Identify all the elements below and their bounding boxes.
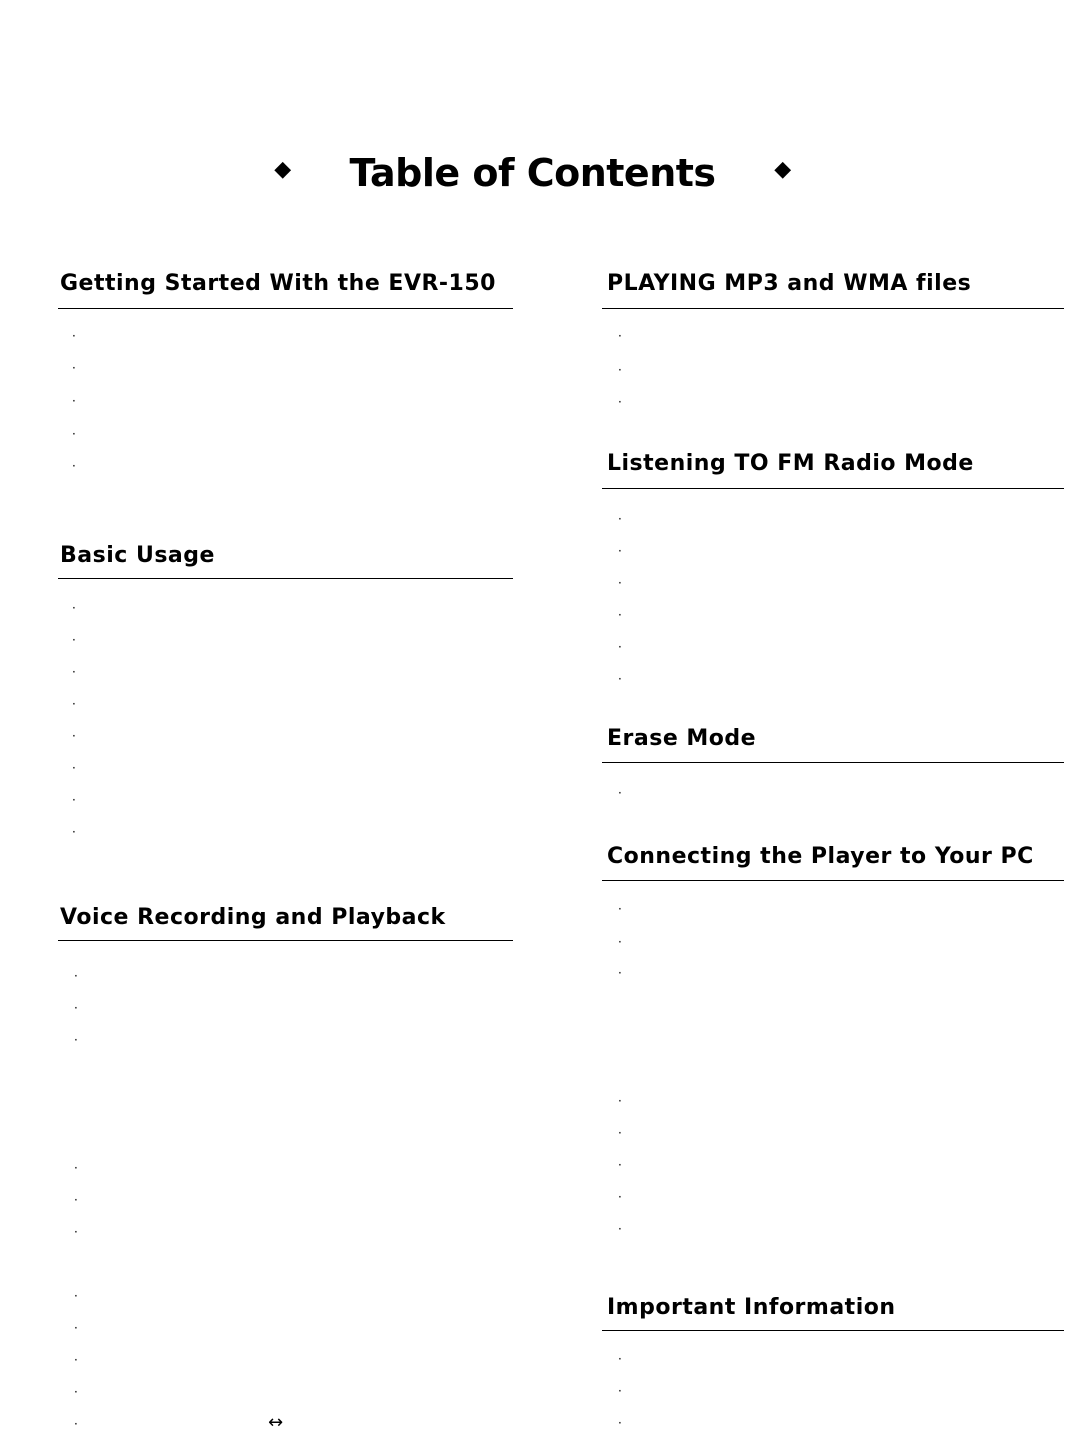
toc-bullet: ·: [618, 1158, 622, 1172]
section-heading-erase-mode: Erase Mode: [607, 726, 757, 751]
toc-bullet: ·: [72, 665, 76, 679]
toc-dot-leader: [945, 607, 1038, 623]
toc-bullet: ·: [618, 608, 622, 622]
toc-bullet: ·: [618, 902, 622, 916]
toc-bullet: ·: [618, 1190, 622, 1204]
toc-dot-leader: [383, 1320, 440, 1336]
toc-dot-leader: [320, 328, 446, 344]
toc-dot-leader: [820, 1351, 1035, 1367]
toc-bullet: ·: [72, 427, 76, 441]
toc-dot-leader: [974, 671, 1038, 687]
toc-bullet: ·: [74, 1225, 78, 1239]
toc-bullet: ·: [74, 1289, 78, 1303]
toc-dot-leader: [227, 632, 442, 648]
toc-dot-leader: [233, 393, 446, 409]
toc-bullet: ·: [72, 459, 76, 473]
toc-dot-leader: [793, 1383, 1035, 1399]
toc-bullet: ·: [618, 935, 622, 949]
toc-dot-leader: [904, 394, 1038, 410]
toc-dot-leader: [860, 1415, 1032, 1431]
toc-dot-leader: [836, 362, 1038, 378]
toc-bullet: ·: [72, 329, 76, 343]
toc-dot-leader: [859, 511, 1038, 527]
section-rule: [58, 308, 513, 309]
toc-bullet: ·: [618, 1222, 622, 1236]
toc-bullet: ·: [618, 1094, 622, 1108]
toc-bullet: ·: [618, 1384, 622, 1398]
toc-dot-leader: [318, 1416, 443, 1432]
toc-dot-leader: [217, 792, 442, 808]
toc-bullet: ·: [618, 395, 622, 409]
section-rule: [58, 578, 513, 579]
toc-dot-leader: [835, 543, 1038, 559]
toc-bullet: ·: [72, 729, 76, 743]
section-rule: [602, 762, 1064, 763]
toc-dot-leader: [257, 728, 442, 744]
toc-bullet: ·: [618, 363, 622, 377]
section-rule: [602, 308, 1064, 309]
toc-dot-leader: [873, 575, 1038, 591]
page-title-text: Table of Contents: [349, 150, 716, 195]
toc-bullet: ·: [74, 1161, 78, 1175]
toc-dot-leader: [237, 458, 446, 474]
section-rule: [602, 488, 1064, 489]
toc-bullet: ·: [618, 1416, 622, 1430]
toc-dot-leader: [902, 1221, 1035, 1237]
toc-bullet: ·: [618, 512, 622, 526]
toc-dot-leader: [418, 1224, 443, 1240]
toc-dot-leader: [955, 785, 1036, 801]
diamond-left-icon: ◆: [274, 157, 291, 182]
toc-bullet: ·: [618, 544, 622, 558]
toc-dot-leader: [222, 824, 442, 840]
section-heading-connecting: Connecting the Player to Your PC: [607, 844, 1034, 869]
section-heading-basic-usage: Basic Usage: [60, 543, 215, 568]
toc-dot-leader: [846, 901, 1035, 917]
toc-bullet: ·: [74, 1193, 78, 1207]
toc-dot-leader: [351, 1384, 440, 1400]
toc-dot-leader: [225, 600, 442, 616]
toc-bullet: ·: [74, 1033, 78, 1047]
toc-dot-leader: [988, 934, 1035, 950]
toc-bullet: ·: [72, 601, 76, 615]
section-heading-playing-mp3: PLAYING MP3 and WMA files: [607, 271, 972, 296]
toc-dot-leader: [749, 1059, 1035, 1075]
toc-bullet: ·: [74, 969, 78, 983]
toc-dot-leader: [383, 1288, 443, 1304]
toc-dot-leader: [173, 664, 442, 680]
toc-dot-leader: [174, 696, 442, 712]
toc-bullet: ·: [72, 825, 76, 839]
toc-dot-leader: [244, 760, 442, 776]
toc-bullet: ·: [618, 329, 622, 343]
section-heading-getting-started: Getting Started With the EVR-150: [60, 271, 496, 296]
diamond-right-icon: ◆: [774, 157, 791, 182]
toc-dot-leader: [355, 1192, 443, 1208]
toc-bullet: ·: [618, 1126, 622, 1140]
toc-dot-leader: [225, 426, 446, 442]
toc-bullet: ·: [72, 761, 76, 775]
toc-bullet: ·: [72, 633, 76, 647]
toc-dot-leader: [359, 1352, 443, 1368]
section-rule: [602, 1330, 1064, 1331]
toc-bullet: ·: [74, 1353, 78, 1367]
toc-bullet: ·: [74, 1001, 78, 1015]
toc-dot-leader: [899, 1125, 1035, 1141]
toc-dot-leader: [376, 360, 446, 376]
section-heading-important-info: Important Information: [607, 1295, 896, 1320]
toc-bullet: ·: [618, 786, 622, 800]
toc-bullet: ·: [74, 1321, 78, 1335]
section-rule: [602, 880, 1064, 881]
toc-bullet: ·: [74, 1417, 78, 1431]
toc-bullet: ·: [72, 793, 76, 807]
toc-dot-leader: [893, 1189, 1035, 1205]
toc-dot-leader: [382, 1066, 443, 1082]
toc-dot-leader: [887, 639, 1038, 655]
toc-bullet: ·: [618, 672, 622, 686]
toc-bullet: ·: [72, 697, 76, 711]
toc-bullet: ·: [74, 1385, 78, 1399]
toc-bullet: ·: [618, 576, 622, 590]
toc-dot-leader: [408, 1098, 443, 1114]
toc-dot-leader: [916, 1093, 1035, 1109]
section-rule: [58, 940, 513, 941]
toc-dot-leader: [387, 1000, 443, 1016]
toc-dot-leader: [376, 968, 443, 984]
toc-bullet: ·: [618, 640, 622, 654]
toc-dot-leader: [377, 1130, 443, 1146]
toc-dot-leader: [964, 1157, 1035, 1173]
arrow-icon: ↔: [268, 1412, 284, 1433]
section-heading-fm-radio: Listening TO FM Radio Mode: [607, 451, 974, 476]
toc-dot-leader: [770, 1027, 1035, 1043]
toc-dot-leader: [750, 995, 1038, 1011]
section-heading-voice-recording: Voice Recording and Playback: [60, 905, 446, 930]
toc-bullet: ·: [618, 1352, 622, 1366]
toc-bullet: ·: [72, 394, 76, 408]
page-title: [0, 148, 1065, 195]
toc-bullet: ·: [618, 966, 622, 980]
toc-bullet: ·: [72, 361, 76, 375]
